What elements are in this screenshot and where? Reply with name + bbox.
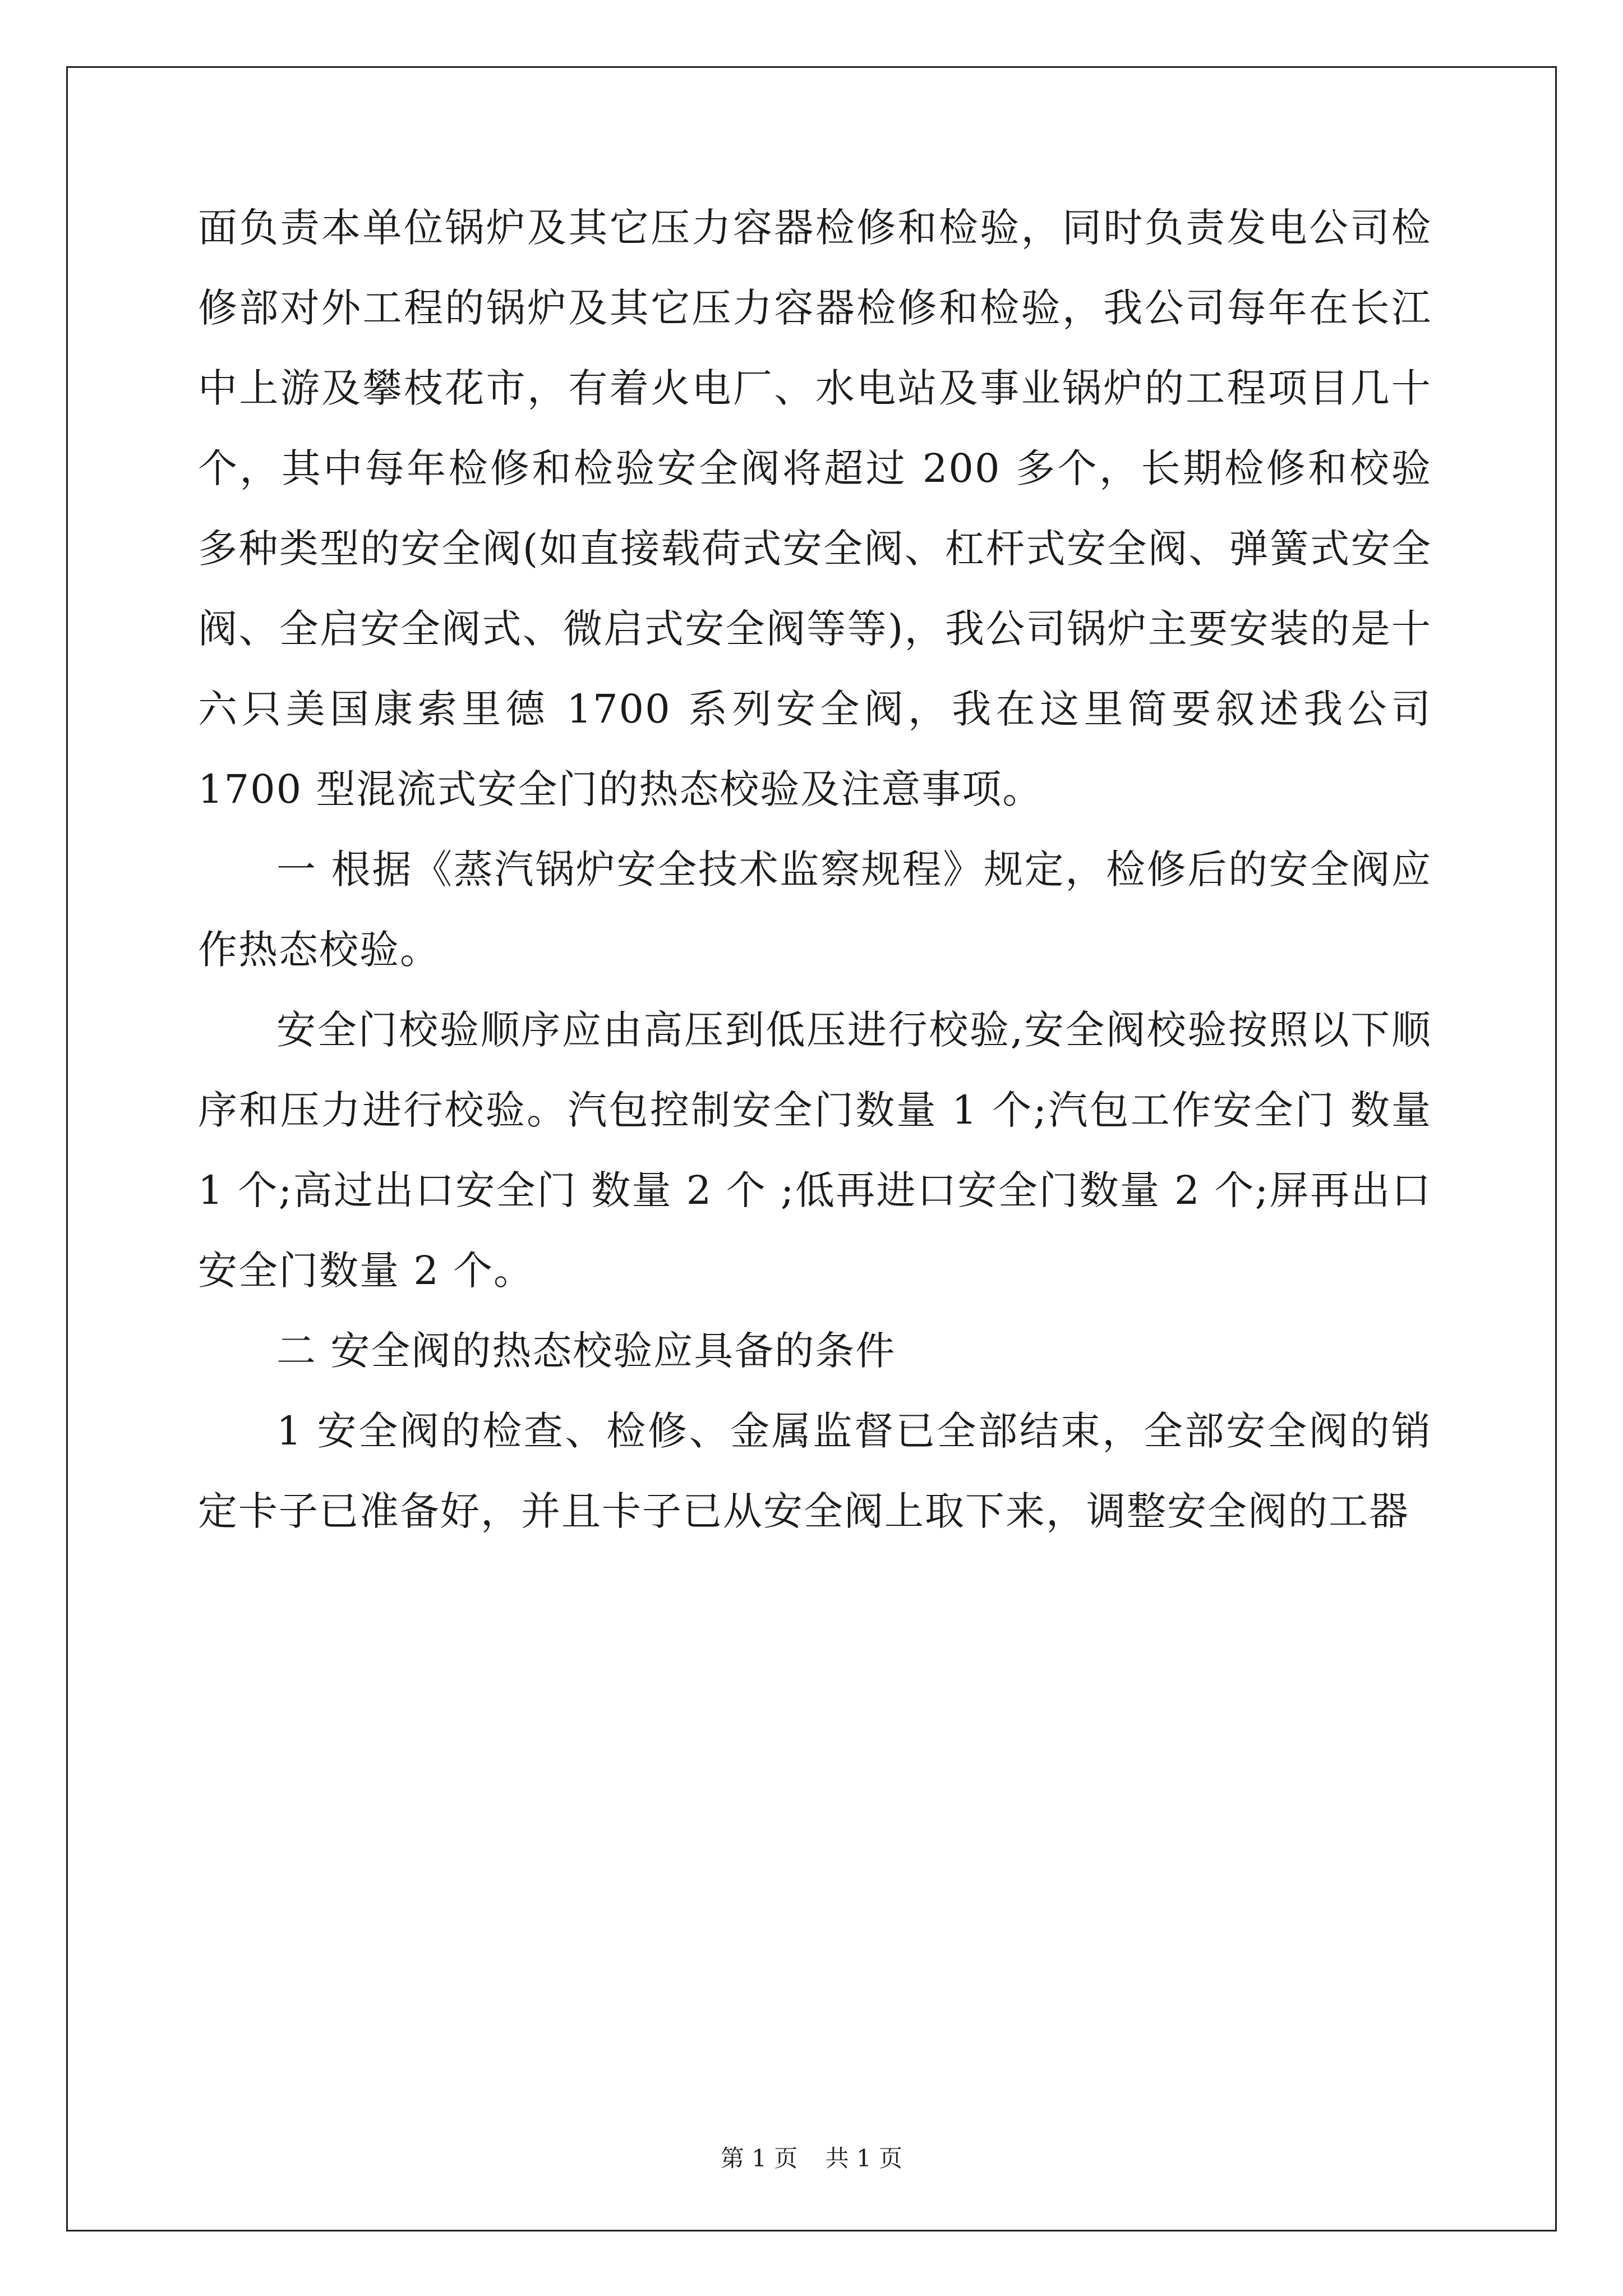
paragraph-section-one: 一 根据《蒸汽锅炉安全技术监察规程》规定，检修后的安全阀应作热态校验。 [198,846,1432,973]
heading-section-two: 二 安全阀的热态校验应具备的条件 [276,1328,896,1374]
page-number: 第 1 页 [720,2145,798,2172]
paragraph-condition-one: 1 安全阀的检查、检修、金属监督已全部结束，全部安全阀的销定卡子已准备好，并且卡子已从安全阀上取下来，调整安全阀的工器 [198,1408,1432,1534]
total-pages: 共 1 页 [825,2145,903,2172]
paragraph-continuation: 面负责本单位锅炉及其它压力容器检修和检验，同时负责发电公司检修部对外工程的锅炉及其它压力容器检修和检验，我公司每年在长江中上游及攀枝花市，有着火电厂、水电站及事业锅炉的工程项目几十个，其中每年检修和检验安全阀将超过 200 多个，长期检修和校验多种类型的安全阀(如直接载荷式安全阀、杠杆式安全阀、弹簧式安全阀、全启安全阀式、微启式安全阀等等)，我公司锅炉主要安装的是十六只美国康索里德 1700 系列安全阀，我在这里简要叙述我公司 1700 型混流式安全门的热态校验及注意事项。 [198,205,1432,812]
document-body [198,188,1432,1552]
paragraph-calibration-order: 安全门校验顺序应由高压到低压进行校验,安全阀校验按照以下顺序和压力进行校验。汽包控制安全门数量 1 个;汽包工作安全门 数量 1 个;高过出口安全门 数量 2 个 ;低再进口安全门数量 2 个;屏再出口安全门数量 2 个。 [198,1007,1432,1294]
page-footer [0,2140,1623,2174]
